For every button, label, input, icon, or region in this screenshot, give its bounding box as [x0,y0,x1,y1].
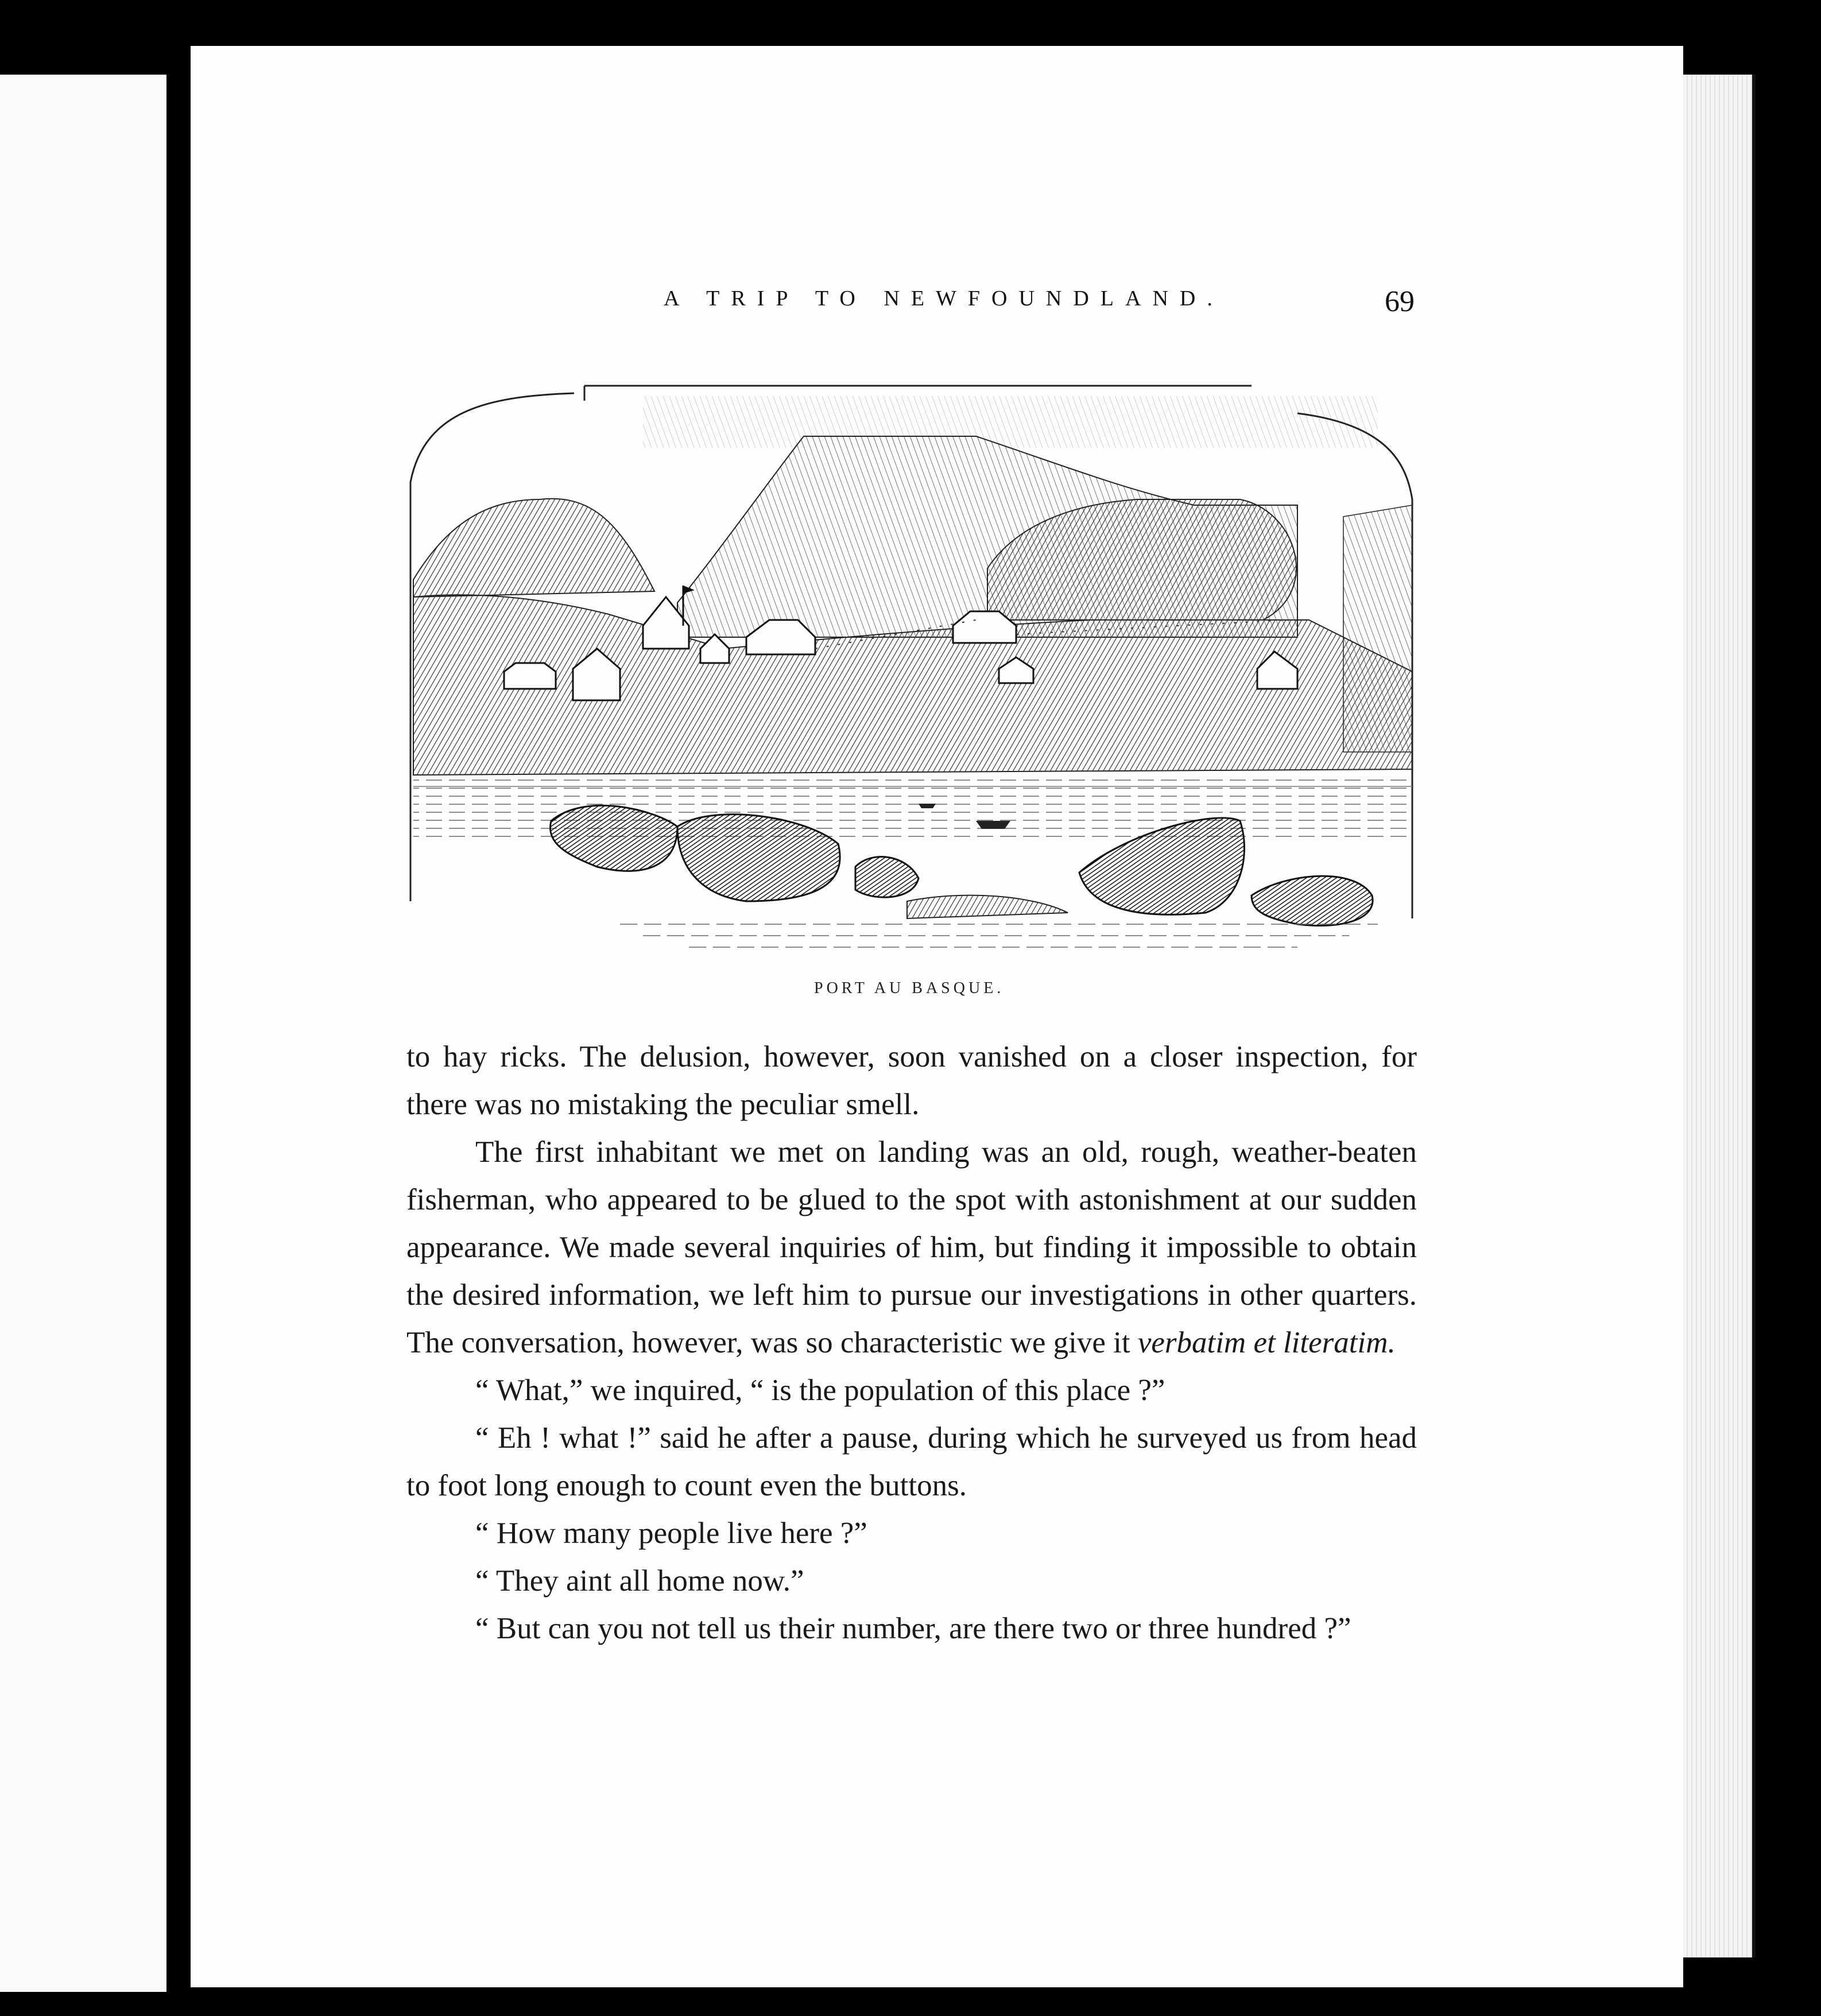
page-stack-edge [1683,75,1756,1957]
paragraph: to hay ricks. The delusion, however, soon vanished on a closer inspection, for there was no mistaking the peculiar smell. [406,1040,1417,1121]
italic-phrase: verbatim et literatim. [1137,1326,1396,1359]
book-gutter [166,55,191,1995]
dialogue-line: “ What,” we inquired, “ is the population of this place ?” [475,1374,1165,1407]
facing-page-edge [0,75,166,1992]
dialogue-line: “ But can you not tell us their number, are there two or three hundred ?” [475,1612,1351,1645]
dialogue-line: “ They aint all home now.” [475,1564,804,1598]
scan-border [1756,0,1821,2016]
dialogue-line: “ How many people live here ?” [475,1517,867,1550]
page-number: 69 [1385,285,1415,318]
dialogue-line: “ Eh ! what !” said he after a pause, during which he surveyed us from head to foot long enough to count even the buttons. [406,1421,1417,1502]
body-text [406,1033,1417,1653]
book-page [191,46,1683,1987]
paragraph [406,1129,1417,1367]
running-head-title: A TRIP TO NEWFOUNDLAND. [664,286,1224,311]
illustration-caption: PORT AU BASQUE. [814,979,1005,997]
paragraph-text: The first inhabitant we met on landing was an old, rough, weather-beaten fisherman, who appeared to be glued to the spot with astonishment at our sudden appearance. We made several inquiries of him, but finding it impossible to obtain the desired information, we left him to pursue our investigations in other quarters. The conversation, however, was so characteristic we give it [406,1135,1417,1359]
engraving-port-au-basque [402,350,1424,959]
